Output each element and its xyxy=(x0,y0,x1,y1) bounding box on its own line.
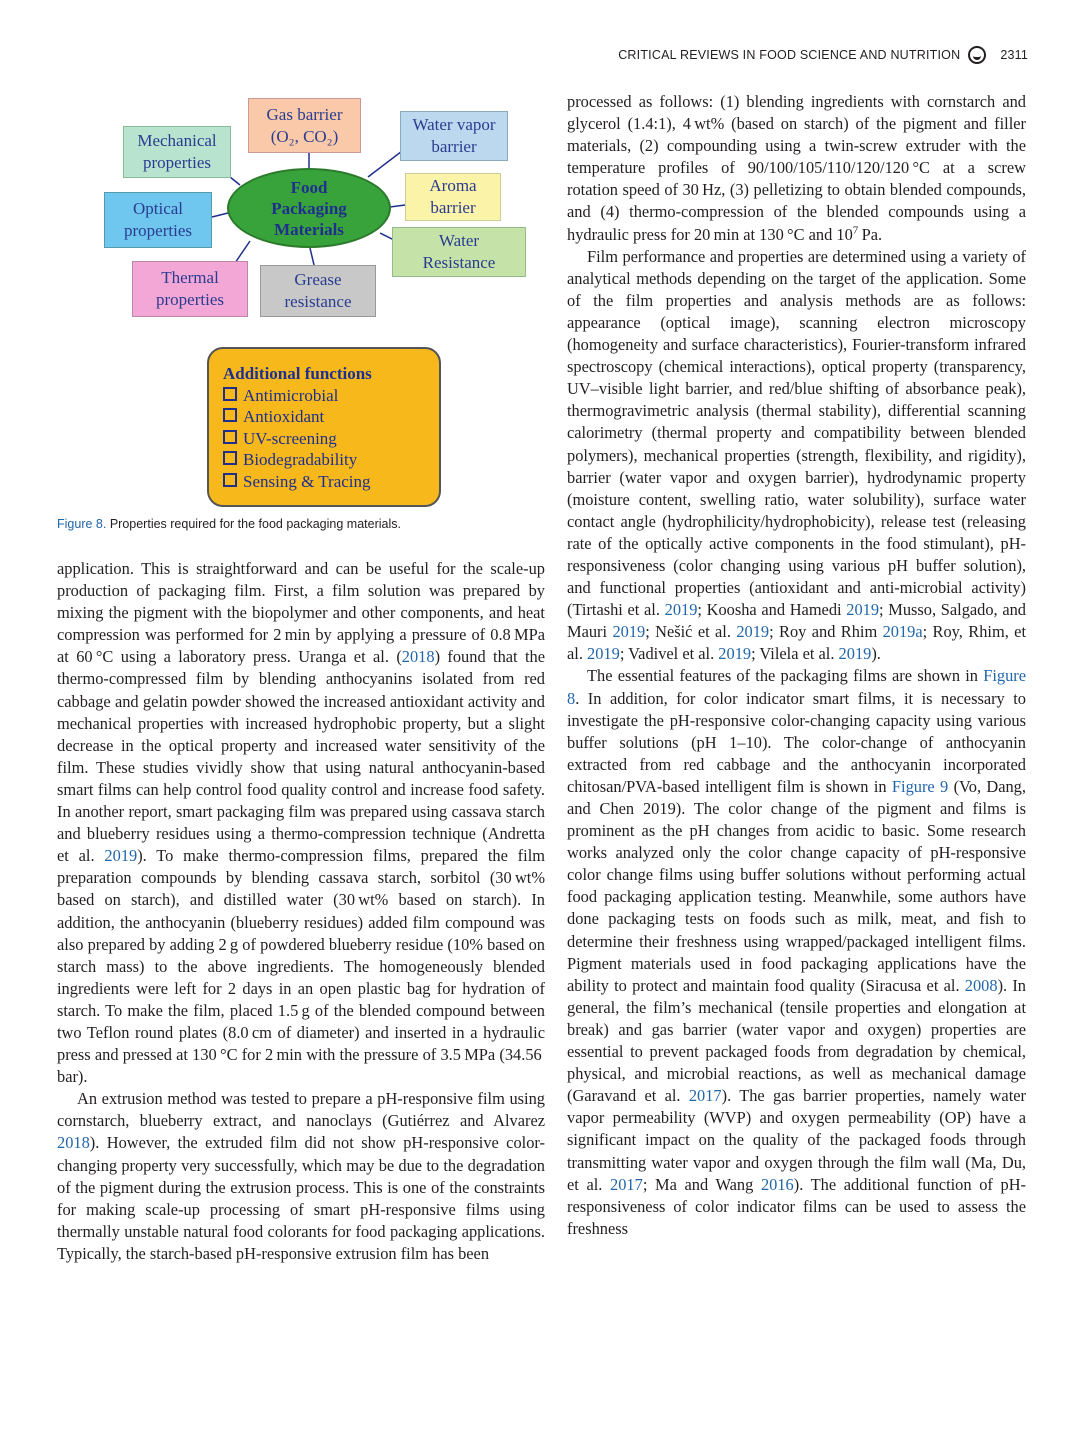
center-label-line2: Packaging xyxy=(271,198,347,218)
grease-box xyxy=(260,265,376,317)
additional-functions-title: Additional functions xyxy=(223,364,372,383)
additional-item-label: Antioxidant xyxy=(243,407,325,426)
citation-link[interactable]: 2018 xyxy=(401,647,435,667)
water-resistance-label: Water xyxy=(438,231,480,250)
checkbox-icon xyxy=(223,387,237,401)
center-label-line3: Materials xyxy=(274,219,344,239)
water-resistance-sublabel: Resistance xyxy=(422,253,496,272)
optical-sublabel: properties xyxy=(124,221,192,240)
citation-link[interactable]: 2019 xyxy=(612,622,646,642)
gas-barrier-sublabel: (O₂, CO₂) xyxy=(270,126,339,146)
citation-link[interactable]: 2019 xyxy=(838,644,872,664)
additional-item xyxy=(223,385,439,407)
right-column-text xyxy=(567,91,1026,1240)
checkbox-icon xyxy=(223,430,237,444)
additional-item-label: Biodegradability xyxy=(243,450,358,469)
paragraph: processed as follows: (1) blending ingredients with cornstarch and glycerol (1.4:1), 4 wt% (based on starch) of the pigment and filler materials, (2) compounding using a twin-screw extruder with the temperature profiles of 90/100/105/110/120/120 °C at a screw rotation speed of 30 Hz, (3) pelletizing to obtain blended compounds, and (4) thermo-compression of the blended compounds using a hydraulic press for 20 min at 130 °C and $10^7$ Pa. xyxy=(567,92,1026,244)
figure-caption-text: Properties required for the food packaging materials. xyxy=(109,517,401,531)
thermal-sublabel: properties xyxy=(156,290,224,309)
thermal-label: Thermal xyxy=(161,268,219,287)
left-column-text xyxy=(57,558,545,1265)
citation-link[interactable]: 2016 xyxy=(760,1174,794,1194)
citation-link[interactable]: Figure 8 xyxy=(567,666,1026,708)
additional-item xyxy=(223,471,439,493)
aroma-sublabel: barrier xyxy=(430,198,476,217)
paragraph: Film performance and properties are determined using a variety of analytical methods depending on the target of the application. Some of the film properties and analysis methods are as follows: appearance (optical image), scanning electron microscopy (homogeneity and surface characteristics), Fourier-transform infrared spectroscopy (chemical interactions), optical property (transparency, UV–visible light barrier, and red/blue shifting of absorbance peak), thermogravimetric analysis (thermal stability), differential scanning calorimetry (thermal property and compatibility between blended polymers), mechanical properties (strength, flexibility, and rigidity), barrier (water vapor and oxygen barrier), hydrodynamic property (moisture content, swelling ratio, water solubility), surface water contact angle (hydrophilicity/hydrophobicity), release test (releasing rate of the optically active components in the food stimulant), pH-responsiveness (color changing using various pH buffer solution), and functional properties (antioxidant and anti-microbial activity) (Tirtashi et al. 2019; Koosha and Hamedi 2019; Musso, Salgado, and Mauri 2019; Nešić et al. 2019; Roy and Rhim 2019a; Roy, Rhim, et al. 2019; Vadivel et al. 2019; Vilela et al. 2019). xyxy=(567,246,1026,664)
additional-item-label: Antimicrobial xyxy=(243,385,339,405)
thermal-box xyxy=(132,261,248,317)
optical-label: Optical xyxy=(132,199,184,218)
checkbox-icon xyxy=(223,408,237,422)
citation-link[interactable]: 2008 xyxy=(964,975,998,995)
checkbox-icon xyxy=(223,473,237,487)
citation-link[interactable]: 2019 xyxy=(587,644,620,664)
water-resistance-box xyxy=(392,227,526,277)
paragraph: application. This is straightforward and can be useful for the scale-up production of packaging film. First, a film solution was prepared by mixing the pigment with the biopolymer and other components, and heat compression was performed for 2 min by applying a pressure of 0.8 MPa at 60 °C using a laboratory press. Uranga et al. (2018) found that the thermo-compressed film by blending anthocyanins isolated from red cabbage and gelatin powder showed the increased antioxidant activity and mechanical properties with increased hydrophobic property, but a slight decrease in the optical property and increased water sensitivity of the film. These studies vividly show that using natural anthocyanin-based smart films can help control food quality control and increase food safety. In another report, smart packaging film was prepared using cassava starch and blueberry residues using a thermo-compression technique (Andretta et al. 2019). To make thermo-compression films, prepared the film preparation compounds by blending cassava starch, sorbitol (30 wt% based on starch), and distilled water (30 wt% based on starch). In addition, the anthocyanin (blueberry residues) added film compound was also prepared by adding 2 g of powdered blueberry residue (10% based on starch mass) to the above ingredients. The homogeneously blended ingredients were left for 2 days in an open plastic bag for hydration of starch. To make the film, placed 1.5 g of the blended compound between two Teflon round plates (8.0 cm of diameter) and inserted in a hydraulic press and pressed at 130 °C for 2 min with the pressure of 3.5 MPa (34.56 bar). xyxy=(57,559,545,1087)
aroma-label: Aroma xyxy=(429,176,477,195)
connector-optical xyxy=(212,213,228,217)
citation-link[interactable]: 2019 xyxy=(846,600,880,620)
grease-label: Grease xyxy=(294,270,342,289)
water-vapor-sublabel: barrier xyxy=(431,137,477,156)
optical-box xyxy=(104,192,212,248)
journal-title: CRITICAL REVIEWS IN FOOD SCIENCE AND NUTRITION xyxy=(618,48,961,62)
mechanical-label: Mechanical xyxy=(137,131,217,150)
mechanical-sublabel: properties xyxy=(143,153,211,172)
citation-link[interactable]: Figure 9 xyxy=(891,776,949,796)
page-number: 2311 xyxy=(1000,48,1028,62)
connector-aroma xyxy=(390,205,405,207)
citation-link[interactable]: 2019 xyxy=(718,644,752,664)
additional-item-label: UV-screening xyxy=(243,428,337,448)
additional-item-label: Sensing & Tracing xyxy=(243,471,371,491)
grease-sublabel: resistance xyxy=(284,292,352,311)
journal-logo-icon xyxy=(968,46,986,64)
citation-link[interactable]: 2019 xyxy=(664,600,698,620)
additional-item xyxy=(223,406,439,428)
center-label-line1: Food xyxy=(290,177,328,197)
aroma-box xyxy=(405,173,501,221)
additional-functions-box xyxy=(207,347,441,507)
checkbox-icon xyxy=(223,451,237,465)
citation-link[interactable]: 2019 xyxy=(104,846,138,866)
gas-barrier-box xyxy=(248,98,361,153)
citation-link[interactable]: 2017 xyxy=(688,1086,722,1106)
figure-8 xyxy=(100,95,540,515)
citation-link[interactable]: 2018 xyxy=(57,1133,90,1153)
citation-link[interactable]: 2019 xyxy=(736,622,770,642)
gas-barrier-label: Gas barrier xyxy=(266,104,343,124)
citation-link[interactable]: 2019a xyxy=(882,622,923,642)
figure-caption-label[interactable]: Figure 8. xyxy=(57,517,107,531)
water-vapor-box xyxy=(400,111,508,161)
running-header xyxy=(618,46,1028,64)
additional-item xyxy=(223,428,439,450)
figure-caption xyxy=(57,517,401,531)
citation-link[interactable]: 2017 xyxy=(610,1174,643,1194)
connector-grease xyxy=(310,248,314,265)
food-packaging-materials-ellipse xyxy=(227,168,391,248)
connector-thermal xyxy=(235,241,250,263)
paragraph: An extrusion method was tested to prepare a pH-responsive film using cornstarch, blueberry extract, and nanoclays (Gutiérrez and Alvarez 2018). However, the extruded film did not show pH-responsive color-changing property very successfully, which may be due to the degradation of the pigment during the extrusion process. This is one of the constraints for making scale-up processing of smart pH-responsive films using thermally unstable natural food colorants for food packaging applications. Typically, the starch-based pH-responsive extrusion film has been xyxy=(57,1089,545,1263)
mechanical-box xyxy=(123,126,231,178)
water-vapor-label: Water vapor xyxy=(412,115,496,134)
additional-item xyxy=(223,449,439,471)
paragraph: The essential features of the packaging films are shown in Figure 8. In addition, for color indicator smart films, it is necessary to investigate the pH-responsive color-changing capacity using various buffer solutions (pH 1–10). The color-change of anthocyanin extracted from red cabbage and the anthocyanin incorporated chitosan/PVA-based intelligent film is shown in Figure 9 (Vo, Dang, and Chen 2019). The color change of the pigment and films is prominent as the pH changes from acidic to basic. Some research works analyzed only the color change capacity of pH-responsive color change films using buffer solutions without performing actual food packaging application testing. Meanwhile, some authors have done packaging tests on foods such as milk, meat, and fish to determine their freshness using wrapped/packaged intelligent films. Pigment materials used in food packaging applications have the ability to protect and maintain food quality (Siracusa et al. 2008). In general, the film’s mechanical (tensile properties and elongation at break) and gas barrier (water vapor and oxygen) properties are essential to prevent packaged foods from degradation by chemical, physical, and microbial reactions, as well as mechanical damage (Garavand et al. 2017). The gas barrier properties, namely water vapor permeability (WVP) and oxygen permeability (OP) have a significant impact on the quality of the packaged foods through transmitting water vapor and oxygen through the film wall (Ma, Du, et al. 2017; Ma and Wang 2016). The additional function of pH-responsiveness of color indicator films can be used to assess the freshness xyxy=(567,666,1027,1238)
